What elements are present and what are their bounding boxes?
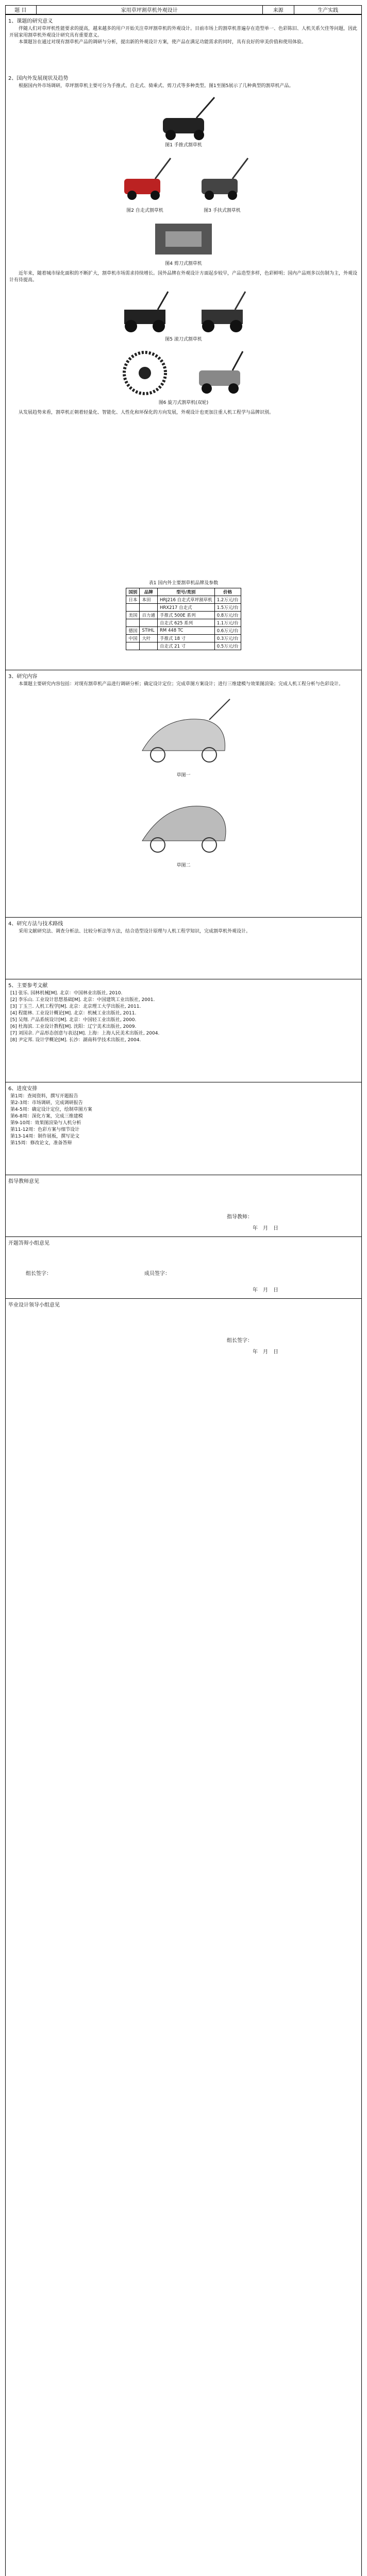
table-cell: STIHL	[140, 627, 158, 635]
plan-item: 第15周：修改论文，准备答辩	[10, 1141, 72, 1146]
self-propelled-mower-image	[114, 153, 176, 205]
shear-mower-image	[150, 218, 217, 260]
rotary-mower-image	[191, 347, 248, 399]
table-header-cell: 价格	[214, 588, 241, 596]
table-section	[5, 577, 362, 670]
plan-title: 6、进度安排	[8, 1086, 38, 1092]
table-row	[126, 604, 241, 612]
college-sign: 组长签字：	[227, 1338, 253, 1344]
plan-item: 第9-10周：效果图渲染与人机分析	[10, 1121, 81, 1126]
push-mower-image	[147, 95, 220, 141]
advisor-sign: 指导教师：	[227, 1214, 253, 1220]
table-cell: HRJ216 自走式草坪割草机	[157, 596, 214, 604]
figure-row-2-3	[5, 153, 362, 213]
header-label-source: 来源	[263, 5, 294, 14]
figure-row-5	[5, 289, 362, 335]
section-1-para-1: 伴随人们对草坪机性能要求的提高，越来越多的用户开始关注草坪割草机的外观设计。目前市场上的割草机普遍存在造型单一、色彩陈旧、人机关系欠佳等问题，因此开展家用割草机外观设计研究具有重要意义。	[9, 26, 358, 38]
table-cell: 1.1万元/台	[214, 619, 241, 627]
table-row	[126, 596, 241, 604]
table-cell: 0.5万元/台	[214, 642, 241, 650]
figure-5-caption: 图5 滚刀式割草机	[165, 337, 202, 342]
plan-item: 第6-8周：深化方案，完成三维建模	[10, 1114, 83, 1119]
figure-row-6	[5, 347, 362, 399]
table-cell: 德国	[126, 627, 140, 635]
walk-behind-mower-image	[191, 153, 253, 205]
plan-item: 第11-12周：色彩方案与细节设计	[10, 1127, 80, 1132]
review-members: 成员签字：	[144, 1271, 170, 1277]
plan-item: 第4-5周：确定设计定位，绘制草图方案	[10, 1107, 92, 1112]
table-cell: 手推式 500E 系列	[157, 612, 214, 619]
plan-item: 第1周：查阅资料，撰写开题报告	[10, 1094, 78, 1099]
reference-item: [8] 尹定邦. 设计学概论[M]. 长沙：湖南科学技术出版社, 2004.	[10, 1038, 141, 1043]
reel-mower-image-1	[116, 289, 173, 335]
college-title: 毕业设计领导小组意见	[8, 1302, 60, 1308]
figure-6-caption: 图6 旋刀式割草机(双轮)	[158, 400, 209, 405]
sketch-2-image	[132, 784, 235, 861]
table-cell: 1.5万元/台	[214, 604, 241, 612]
brand-table	[126, 588, 241, 650]
references-list	[5, 990, 362, 1044]
header-source-value: 生产实践	[318, 8, 339, 13]
section-1-title: 1、课题的研究意义	[8, 19, 53, 24]
table-cell: 0.3万元/台	[214, 635, 241, 642]
table-cell: RM 448 TC	[157, 627, 214, 635]
advisor-section	[5, 1175, 362, 1236]
table-header-row	[126, 588, 241, 596]
section-1-para-2: 本课题旨在通过对现有割草机产品的调研与分析，提出新的外观设计方案，使产品在满足功能需求的同时，具有良好的审美价值和使用体验。	[19, 40, 307, 45]
reference-item: [2] 李乐山. 工业设计思想基础[M]. 北京：中国建筑工业出版社, 2001.	[10, 997, 155, 1003]
review-date: 年 月 日	[253, 1287, 278, 1293]
table-cell: 中国	[126, 635, 140, 642]
reference-item: [1] 张乐. 园林机械[M]. 北京：中国林业出版社, 2010.	[10, 991, 123, 996]
college-section	[5, 1298, 362, 1360]
reference-item: [5] 吴翔. 产品系统设计[M]. 北京：中国轻工业出版社, 2000.	[10, 1018, 137, 1023]
table-cell: 大叶	[140, 635, 158, 642]
section-4	[5, 917, 362, 979]
reference-item: [6] 杜海滨. 工业设计教程[M]. 沈阳：辽宁美术出版社, 2009.	[10, 1024, 137, 1029]
table-cell: 百力通	[140, 612, 158, 619]
table-cell: 自走式 21 寸	[157, 642, 214, 650]
section-1	[5, 14, 362, 72]
sketch-1	[5, 694, 362, 771]
table-row	[126, 627, 241, 635]
table-cell	[140, 642, 158, 650]
table-cell: HRX217 自走式	[157, 604, 214, 612]
plan-list	[5, 1093, 362, 1147]
reference-item: [7] 刘国余. 产品形态创意与表达[M]. 上海：上海人民美术出版社, 2004.	[10, 1031, 160, 1036]
table-row	[126, 635, 241, 642]
table-cell: 自走式 625 系列	[157, 619, 214, 627]
references-section	[5, 979, 362, 1082]
header-label-title: 题 目	[5, 5, 37, 14]
table-cell	[140, 604, 158, 612]
blade-disc-image	[119, 347, 171, 399]
table-cell: 0.6万元/台	[214, 627, 241, 635]
reference-item: [4] 程能林. 工业设计概论[M]. 北京：机械工业出版社, 2011.	[10, 1011, 137, 1016]
references-title: 5、主要参考文献	[8, 983, 48, 989]
college-date: 年 月 日	[253, 1349, 278, 1355]
table-cell: 美国	[126, 612, 140, 619]
table-cell	[126, 604, 140, 612]
advisor-date: 年 月 日	[253, 1226, 278, 1231]
table-cell: 日本	[126, 596, 140, 604]
review-sign: 组长签字：	[26, 1271, 52, 1277]
plan-item: 第13-14周：制作展板，撰写论文	[10, 1134, 80, 1139]
plan-item: 第2-3周：市场调研，完成调研报告	[10, 1100, 83, 1106]
table-title: 表1 国内外主要割草机品牌及参数	[148, 581, 219, 586]
figure-4	[5, 218, 362, 260]
section-2	[5, 72, 362, 577]
table-cell: 本田	[140, 596, 158, 604]
figure-3-caption: 图3 手扶式割草机	[204, 208, 241, 213]
figure-1	[5, 95, 362, 141]
section-3-para-1: 本课题主要研究内容包括：对现有割草机产品进行调研分析；确定设计定位；完成草图方案设计；进行三维建模与效果图渲染；完成人机工程分析与色彩设计。	[19, 682, 344, 687]
table-header-cell: 国别	[126, 588, 140, 596]
reel-mower-image-2	[194, 289, 251, 335]
table-cell	[126, 642, 140, 650]
sketch-1-caption: 草图一	[176, 773, 191, 778]
section-2-para-3: 从发展趋势来看，割草机正朝着轻量化、智能化、人性化和环保化的方向发展，外观设计也更加注重人机工程学与品牌识别。	[19, 410, 274, 415]
review-title: 开题答辩小组意见	[8, 1241, 49, 1246]
table-cell: 手推式 18 寸	[157, 635, 214, 642]
section-2-title: 2、国内外发展现状及趋势	[8, 76, 69, 81]
table-cell: 0.8万元/台	[214, 612, 241, 619]
reference-item: [3] 丁玉兰. 人机工程学[M]. 北京：北京理工大学出版社, 2011.	[10, 1004, 141, 1009]
review-section	[5, 1236, 362, 1298]
section-2-para-1: 根据国内外市场调研，草坪割草机主要可分为手推式、自走式、骑乘式、剪刀式等多种类型。图1至图5展示了几种典型的割草机产品。	[19, 83, 294, 89]
plan-section	[5, 1082, 362, 1175]
table-row	[126, 642, 241, 650]
section-4-title: 4、研究方法与技术路线	[8, 921, 63, 927]
figure-2-caption: 图2 自走式割草机	[126, 208, 163, 213]
table-cell: 1.2万元/台	[214, 596, 241, 604]
figure-1-caption: 图1 手推式割草机	[165, 143, 202, 148]
sketch-2	[5, 784, 362, 861]
table-row	[126, 612, 241, 619]
sketch-2-caption: 草图二	[176, 863, 191, 868]
sketch-1-image	[132, 694, 235, 771]
header-row	[5, 5, 362, 14]
advisor-title: 指导教师意见	[8, 1179, 39, 1184]
table-header-cell: 品牌	[140, 588, 158, 596]
header-title-value: 家用草坪割草机外观设计	[37, 5, 263, 14]
figure-4-caption: 图4 剪刀式割草机	[165, 261, 202, 266]
section-3	[5, 670, 362, 917]
table-cell	[140, 619, 158, 627]
section-2-para-2: 近年来，随着城市绿化面积的不断扩大，割草机市场需求持续增长。国外品牌在外观设计方面起步较早，产品造型多样，色彩鲜明；国内产品则多以仿制为主，外观设计有待提高。	[9, 271, 358, 283]
table-header-cell: 型号/类别	[157, 588, 214, 596]
section-4-para-1: 采用文献研究法、调查分析法、比较分析法等方法，结合造型设计原理与人机工程学知识，完成割草机外观设计。	[19, 929, 251, 934]
table-cell	[126, 619, 140, 627]
section-3-title: 3、研究内容	[8, 674, 38, 680]
table-row	[126, 619, 241, 627]
